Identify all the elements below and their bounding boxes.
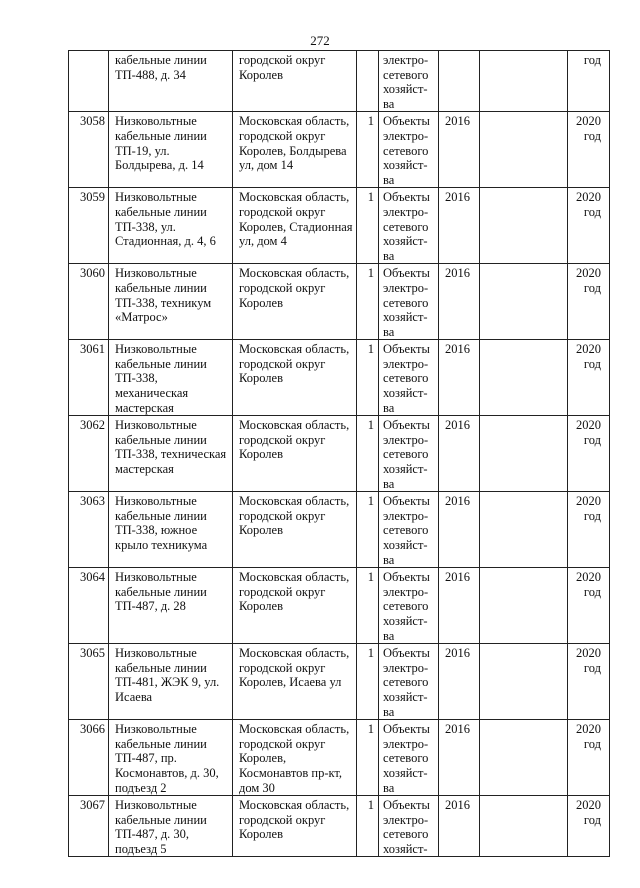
cell-empty xyxy=(480,112,568,188)
cell-quantity: 1 xyxy=(357,568,379,644)
object-type-text: Объекты электро- сетевого хозяйст- ва xyxy=(383,342,430,415)
cell-number: 3063 xyxy=(69,492,109,568)
cell-plan: 2020 год xyxy=(568,112,610,188)
cell-year: 2016 xyxy=(439,416,480,492)
cell-quantity: 1 xyxy=(357,264,379,340)
cell-address: городской округ Королев xyxy=(233,51,357,112)
cell-plan: 2020 год xyxy=(568,568,610,644)
cell-year: 2016 xyxy=(439,644,480,720)
cell-address: Московская область, городской округ Королев, Болдырева ул, дом 14 xyxy=(233,112,357,188)
cell-name: Низковольтные кабельные линии ТП-338, техническая мастерская xyxy=(109,416,233,492)
cell-number: 3065 xyxy=(69,644,109,720)
cell-number: 3064 xyxy=(69,568,109,644)
cell-object-type xyxy=(379,51,439,112)
cell-number xyxy=(69,51,109,112)
cell-object-type xyxy=(379,568,439,644)
object-type-text: Объекты электро- сетевого хозяйст- ва xyxy=(383,418,430,491)
cell-address: Московская область, городской округ Королев xyxy=(233,264,357,340)
cell-name: Низковольтные кабельные линии ТП-487, пр. Космонавтов, д. 30, подъезд 2 xyxy=(109,720,233,796)
cell-empty xyxy=(480,51,568,112)
cell-year: 2016 xyxy=(439,720,480,796)
cell-number: 3058 xyxy=(69,112,109,188)
cell-name: кабельные линии ТП-488, д. 34 xyxy=(109,51,233,112)
cell-empty xyxy=(480,492,568,568)
cell-address: Московская область, городской округ Королев, Исаева ул xyxy=(233,644,357,720)
cell-year: 2016 xyxy=(439,492,480,568)
object-type-text: Объекты электро- сетевого хозяйст- ва xyxy=(383,114,430,187)
table-row xyxy=(69,644,610,720)
cell-year xyxy=(439,51,480,112)
cell-quantity: 1 xyxy=(357,340,379,416)
cell-name: Низковольтные кабельные линии ТП-338, техникум «Матрос» xyxy=(109,264,233,340)
cell-number: 3060 xyxy=(69,264,109,340)
object-type-text: Объекты электро- сетевого хозяйст- ва xyxy=(383,266,430,339)
cell-number: 3062 xyxy=(69,416,109,492)
cell-year: 2016 xyxy=(439,568,480,644)
cell-object-type xyxy=(379,796,439,857)
cell-quantity: 1 xyxy=(357,188,379,264)
object-type-text: Объекты электро- сетевого хозяйст- ва xyxy=(383,570,430,643)
table-row xyxy=(69,112,610,188)
cell-plan: 2020 год xyxy=(568,340,610,416)
object-type-text: Объекты электро- сетевого хозяйст- ва xyxy=(383,646,430,719)
cell-year: 2016 xyxy=(439,796,480,857)
cell-address: Московская область, городской округ Королев xyxy=(233,568,357,644)
cell-address: Московская область, городской округ Королев xyxy=(233,340,357,416)
cell-name: Низковольтные кабельные линии ТП-487, д. 28 xyxy=(109,568,233,644)
cell-plan: 2020 год xyxy=(568,720,610,796)
cell-year: 2016 xyxy=(439,112,480,188)
table-row xyxy=(69,720,610,796)
cell-quantity: 1 xyxy=(357,416,379,492)
cell-object-type xyxy=(379,264,439,340)
cell-object-type xyxy=(379,720,439,796)
page-number: 272 xyxy=(310,33,330,48)
cell-quantity: 1 xyxy=(357,492,379,568)
cell-number: 3066 xyxy=(69,720,109,796)
object-type-text: Объекты электро- сетевого хозяйст- ва xyxy=(383,494,430,567)
cell-object-type xyxy=(379,416,439,492)
cell-address: Московская область, городской округ Королев xyxy=(233,492,357,568)
cell-empty xyxy=(480,720,568,796)
cell-plan: 2020 год xyxy=(568,796,610,857)
table-row xyxy=(69,264,610,340)
cell-plan: год xyxy=(568,51,610,112)
cell-object-type xyxy=(379,492,439,568)
cell-number: 3061 xyxy=(69,340,109,416)
cell-number: 3059 xyxy=(69,188,109,264)
cell-address: Московская область, городской округ Королев, Стадионная ул, дом 4 xyxy=(233,188,357,264)
table-row xyxy=(69,568,610,644)
cell-number: 3067 xyxy=(69,796,109,857)
table-row xyxy=(69,492,610,568)
cell-name: Низковольтные кабельные линии ТП-481, ЖЭК 9, ул. Исаева xyxy=(109,644,233,720)
cell-object-type xyxy=(379,188,439,264)
cell-year: 2016 xyxy=(439,188,480,264)
cell-name: Низковольтные кабельные линии ТП-338, механическая мастерская xyxy=(109,340,233,416)
cell-quantity xyxy=(357,51,379,112)
cell-empty xyxy=(480,416,568,492)
cell-name: Низковольтные кабельные линии ТП-338, ул. Стадионная, д. 4, 6 xyxy=(109,188,233,264)
registry-table xyxy=(68,50,610,857)
table-row xyxy=(69,188,610,264)
cell-name: Низковольтные кабельные линии ТП-19, ул. Болдырева, д. 14 xyxy=(109,112,233,188)
object-type-text: Объекты электро- сетевого хозяйст- ва xyxy=(383,722,430,795)
cell-year: 2016 xyxy=(439,264,480,340)
cell-address: Московская область, городской округ Королев xyxy=(233,416,357,492)
table-row xyxy=(69,416,610,492)
cell-address: Московская область, городской округ Королев xyxy=(233,796,357,857)
table-row xyxy=(69,340,610,416)
cell-name: Низковольтные кабельные линии ТП-487, д. 30, подъезд 5 xyxy=(109,796,233,857)
cell-name: Низковольтные кабельные линии ТП-338, южное крыло техникума xyxy=(109,492,233,568)
cell-plan: 2020 год xyxy=(568,644,610,720)
cell-plan: 2020 год xyxy=(568,264,610,340)
cell-empty xyxy=(480,188,568,264)
cell-empty xyxy=(480,568,568,644)
cell-empty xyxy=(480,796,568,857)
object-type-text: электро- сетевого хозяйст- ва xyxy=(383,53,429,111)
cell-quantity: 1 xyxy=(357,112,379,188)
cell-plan: 2020 год xyxy=(568,188,610,264)
object-type-text: Объекты электро- сетевого хозяйст- xyxy=(383,798,430,856)
cell-plan: 2020 год xyxy=(568,416,610,492)
cell-year: 2016 xyxy=(439,340,480,416)
cell-plan: 2020 год xyxy=(568,492,610,568)
cell-object-type xyxy=(379,112,439,188)
cell-quantity: 1 xyxy=(357,644,379,720)
cell-empty xyxy=(480,340,568,416)
cell-address: Московская область, городской округ Королев, Космонавтов пр-кт, дом 30 xyxy=(233,720,357,796)
table-row xyxy=(69,796,610,857)
object-type-text: Объекты электро- сетевого хозяйст- ва xyxy=(383,190,430,263)
cell-quantity: 1 xyxy=(357,796,379,857)
cell-empty xyxy=(480,644,568,720)
cell-quantity: 1 xyxy=(357,720,379,796)
cell-empty xyxy=(480,264,568,340)
table-row-carryover xyxy=(69,51,610,112)
cell-object-type xyxy=(379,644,439,720)
cell-object-type xyxy=(379,340,439,416)
